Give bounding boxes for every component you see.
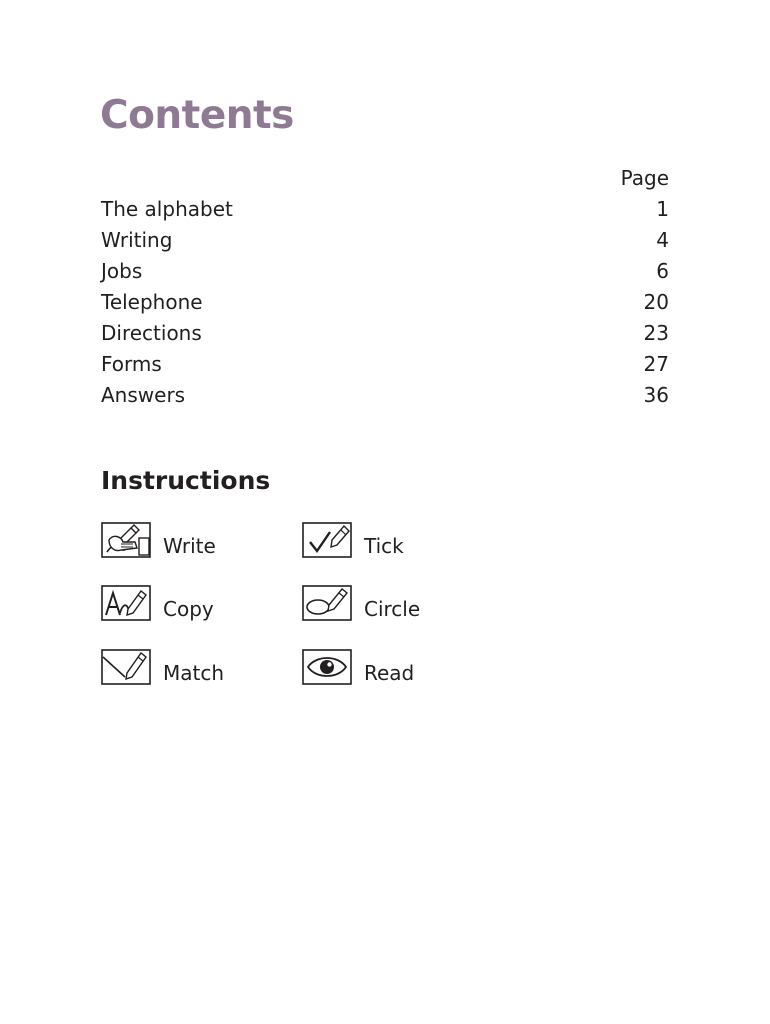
toc-entry-forms xyxy=(101,349,669,380)
instruction-label: Read xyxy=(364,661,415,685)
instruction-match xyxy=(101,647,224,687)
toc-entry-label: Telephone xyxy=(101,290,203,314)
toc-entry-page: 1 xyxy=(656,197,669,221)
toc-entry-label: Jobs xyxy=(101,259,143,283)
copy-icon xyxy=(101,585,151,621)
toc-entry-directions xyxy=(101,318,669,349)
toc-entry-page: 20 xyxy=(643,290,669,314)
instruction-write xyxy=(101,520,216,560)
instruction-label: Circle xyxy=(364,597,421,621)
instructions-heading: Instructions xyxy=(101,466,271,495)
toc-header xyxy=(101,163,669,194)
toc-entry-page: 6 xyxy=(656,259,669,283)
toc-entry-label: The alphabet xyxy=(101,197,233,221)
instruction-circle xyxy=(302,583,420,623)
toc-entry-page: 4 xyxy=(656,228,669,252)
instruction-label: Copy xyxy=(163,597,214,621)
page-column-header: Page xyxy=(620,166,669,190)
toc-entry-label: Forms xyxy=(101,352,162,376)
page-title: Contents xyxy=(100,93,294,138)
toc-entry-page: 23 xyxy=(643,321,669,345)
toc-entry-telephone xyxy=(101,287,669,318)
read-icon xyxy=(302,649,352,685)
match-icon xyxy=(101,649,151,685)
toc-entry-page: 27 xyxy=(643,352,669,376)
toc-entry-label: Answers xyxy=(101,383,186,407)
toc-entry-writing xyxy=(101,225,669,256)
instruction-read xyxy=(302,647,414,687)
instruction-label: Tick xyxy=(364,534,404,558)
table-of-contents xyxy=(101,163,669,411)
toc-entry-the-alphabet xyxy=(101,194,669,225)
toc-entry-label: Directions xyxy=(101,321,202,345)
toc-entry-label: Writing xyxy=(101,228,173,252)
instruction-label: Match xyxy=(163,661,225,685)
toc-entry-page: 36 xyxy=(643,383,669,407)
instruction-copy xyxy=(101,583,214,623)
tick-icon xyxy=(302,522,352,558)
circle-icon xyxy=(302,585,352,621)
toc-entry-jobs xyxy=(101,256,669,287)
instruction-label: Write xyxy=(163,534,216,558)
instruction-tick xyxy=(302,520,404,560)
write-icon xyxy=(101,522,151,558)
toc-entry-answers xyxy=(101,380,669,411)
